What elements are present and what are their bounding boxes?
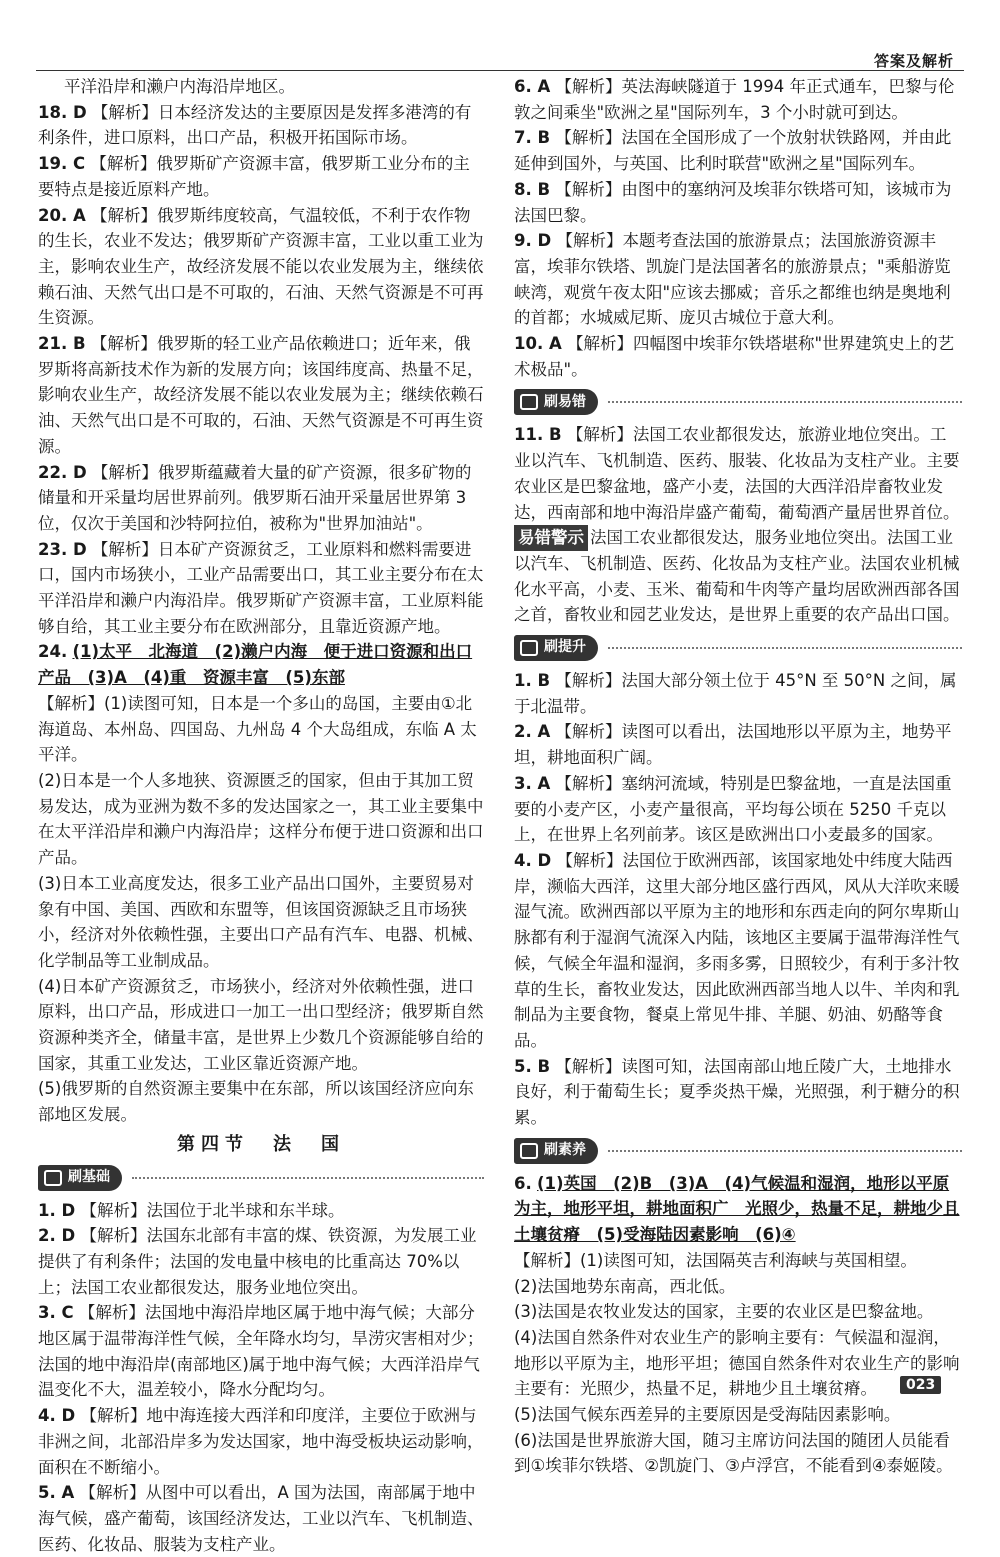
item-text: 【解析】读图可知，法国南部山地丘陵广大，土地排水良好，利于葡萄生长；夏季炎热干燥，光照强，利于糖分的积累。 xyxy=(514,1056,960,1128)
item-number: 3. A xyxy=(514,773,551,793)
answer-item-b1 xyxy=(38,1198,484,1224)
item-number: 18. D xyxy=(38,102,87,122)
item-text: 【解析】日本矿产资源贫乏，工业原料和燃料需要进口，国内市场狭小，工业产品需要出口，其工业主要分布在太平洋沿岸和濑户内海沿岸。俄罗斯矿产资源丰富，工业原料能够自给，其工业主要分布在欧洲部分，且靠近资源产地。 xyxy=(38,539,484,636)
item-text: 【解析】法国在全国形成了一个放射状铁路网，并由此延伸到国外，与英国、比利时联营"欧洲之星"国际列车。 xyxy=(514,128,952,174)
analysis-paragraph: (6)法国是世界旅游大国，随习主席访问法国的随团人员能看到①埃菲尔铁塔、②凯旋门、③卢浮宫，不能看到④泰姬陵。 xyxy=(514,1430,953,1476)
item-number: 21. B xyxy=(38,334,86,354)
item-number: 7. B xyxy=(514,128,551,148)
item-number: 2. D xyxy=(38,1226,76,1246)
answer-item-9 xyxy=(514,228,962,331)
dotted-divider xyxy=(608,647,962,649)
item-answer: (1)太平 北海道 (2)濑户内海 便于进口资源和出口产品 (3)A (4)重 资源丰富 (5)东部 xyxy=(38,642,473,688)
answer-item-8 xyxy=(514,177,962,228)
answer-item-18 xyxy=(38,100,484,151)
analysis-paragraph: 【解析】(1)读图可知，日本是一个多山的岛国，主要由①北海道岛、本州岛、四国岛、九州岛 4 个大岛组成，东临 A 太平洋。 xyxy=(38,693,477,765)
section-badge xyxy=(514,389,598,415)
warning-tag: 易错警示 xyxy=(514,525,588,551)
page-number: 023 xyxy=(900,1376,941,1394)
item-number: 23. D xyxy=(38,539,87,559)
item-number: 3. C xyxy=(38,1303,74,1323)
item-number: 1. B xyxy=(514,671,551,691)
answer-item-t2 xyxy=(514,719,962,770)
dotted-divider xyxy=(608,401,962,403)
answer-item-23 xyxy=(38,537,484,640)
item-text: 【解析】俄罗斯的轻工业产品依赖进口；近年来，俄罗斯将高新技术作为新的发展方向；该国纬度高、热量不足，影响农业生产，故经济发展不能以农业发展为主；继续依赖石油、天然气出口是不可取的，石油、天然气资源是不可再生资源。 xyxy=(38,334,484,456)
item-number: 5. B xyxy=(514,1056,551,1076)
brush-icon xyxy=(520,640,538,656)
section-badge-row xyxy=(38,1164,484,1192)
analysis-paragraph: (4)法国自然条件对农业生产的影响主要有：气候温和湿润，地形以平原为主，地形平坦；德国自然条件对农业生产的影响主要有：光照少，热量不足，耕地少且土壤贫瘠。 xyxy=(514,1327,960,1399)
answer-item-20 xyxy=(38,203,484,332)
item-number: 5. A xyxy=(38,1483,75,1503)
section-badge-row xyxy=(514,388,962,416)
warning-text: 法国工农业都很发达，服务业地位突出。法国工业以汽车、飞机制造、医药、化妆品为支柱产业。法国农业机械化水平高，小麦、玉米、葡萄和牛肉等产量均居欧洲西部各国之首，畜牧业和园艺业发达，是世界上重要的农产品出口国。 xyxy=(514,528,960,625)
item-number: 4. D xyxy=(38,1406,76,1426)
analysis-paragraph: (5)俄罗斯的自然资源主要集中在东部，所以该国经济应向东部地区发展。 xyxy=(38,1079,474,1125)
badge-label: 刷易错 xyxy=(544,393,586,410)
brush-icon xyxy=(520,394,538,410)
item-text: 【解析】法国东北部有丰富的煤、铁资源，为发展工业提供了有利条件；法国的发电量中核电的比重高达 70%以上；法国工农业都很发达，服务业地位突出。 xyxy=(38,1226,477,1297)
item-number: 6. xyxy=(514,1173,532,1193)
item-text: 【解析】四幅图中埃菲尔铁塔堪称"世界建筑史上的艺术极品"。 xyxy=(514,334,955,379)
item-text: 【解析】由图中的塞纳河及埃菲尔铁塔可知，该城市为法国巴黎。 xyxy=(514,179,952,225)
right-column xyxy=(514,74,962,1479)
section-badge-row xyxy=(514,634,962,662)
item-number: 10. A xyxy=(514,334,562,354)
item-text: 【解析】日本经济发达的主要原因是发挥多港湾的有利条件，进口原料，出口产品，积极开拓国际市场。 xyxy=(38,102,472,148)
dotted-divider xyxy=(608,1150,962,1152)
analysis-paragraph: (5)法国气候东西差异的主要原因是受海陆因素影响。 xyxy=(514,1405,901,1425)
item-number: 1. D xyxy=(38,1200,76,1220)
item-text: 【解析】法国工农业都很发达，旅游业地位突出。工业以汽车、飞机制造、医药、服装、化妆品为支柱产业。主要农业区是巴黎盆地，盛产小麦，法国的大西洋沿岸畜牧业发达，西南部和地中海沿岸盛产葡萄，葡萄酒产量居世界首位。 xyxy=(514,425,960,522)
item-answer: (1)英国 (2)B (3)A (4)气候温和湿润，地形以平原为主，地形平坦，耕地面积广 光照少，热量不足，耕地少且土壤贫瘠 (5)受海陆因素影响 (6)④ xyxy=(514,1173,960,1245)
answer-item-21 xyxy=(38,331,484,460)
answer-item-24 xyxy=(38,639,484,690)
badge-label: 刷素养 xyxy=(544,1141,586,1158)
analysis-paragraph: (2)日本是一个人多地狭、资源匮乏的国家，但由于其加工贸易发达，成为亚洲为数不多的发达国家之一，其工业主要集中在太平洋沿岸和濑户内海沿岸；这样分布便于进口资源和出口产品。 xyxy=(38,770,484,868)
answer-item-b2 xyxy=(38,1223,484,1300)
item-text: 【解析】法国位于北半球和东半球。 xyxy=(80,1200,345,1220)
answer-item-11 xyxy=(514,422,962,525)
answer-item-t3 xyxy=(514,771,962,848)
item-text: 【解析】塞纳河流域，特别是巴黎盆地，一直是法国重要的小麦产区，小麦产量很高，平均每公顷在 5250 千克以上，在世界上名列前茅。该区是欧洲出口小麦最多的国家。 xyxy=(514,773,952,845)
answer-item-b4 xyxy=(38,1403,484,1480)
item-number: 4. D xyxy=(514,850,552,870)
section-title: 第四节 法 国 xyxy=(177,1133,345,1155)
answer-item-19 xyxy=(38,151,484,202)
section-badge-row xyxy=(514,1137,962,1165)
header-divider xyxy=(36,70,964,71)
dotted-divider xyxy=(132,1177,484,1179)
answer-item-t1 xyxy=(514,668,962,719)
analysis-paragraph: (2)法国地势东南高，西北低。 xyxy=(514,1276,736,1296)
brush-icon xyxy=(520,1143,538,1159)
header-title: 答案及解析 xyxy=(873,52,954,70)
item-number: 6. A xyxy=(514,77,551,96)
analysis-paragraph: (3)法国是农牧业发达的国家，主要的农业区是巴黎盆地。 xyxy=(514,1302,934,1322)
answer-item-t4 xyxy=(514,848,962,1054)
item-number: 24. xyxy=(38,642,68,662)
section-badge xyxy=(514,635,598,661)
brush-icon xyxy=(44,1170,62,1186)
analysis-paragraph: 【解析】(1)读图可知，法国隔英吉利海峡与英国相望。 xyxy=(514,1250,917,1270)
item-text: 【解析】地中海连接大西洋和印度洋，主要位于欧洲与非洲之间，北部沿岸多为发达国家，地中海受板块运动影响，面积在不断缩小。 xyxy=(38,1406,484,1477)
item-number: 20. A xyxy=(38,205,86,225)
item-text: 【解析】法国大部分领土位于 45°N 至 50°N 之间，属于北温带。 xyxy=(514,671,957,716)
answer-item-7 xyxy=(514,125,962,176)
badge-label: 刷提升 xyxy=(544,639,586,656)
analysis-paragraph: (3)日本工业高度发达，很多工业产品出口国外，主要贸易对象有中国、美国、西欧和东盟等，但该国资源缺乏且市场狭小，经济对外依赖性强，主要出口产品有汽车、电器、机械、化学制品等工业制成品。 xyxy=(38,873,484,970)
answer-item-b5 xyxy=(38,1480,484,1557)
item-text: 【解析】俄罗斯蕴藏着大量的矿产资源，很多矿物的储量和开采量均居世界前列。俄罗斯石油开采量居世界第 3 位，仅次于美国和沙特阿拉伯，被称为"世界加油站"。 xyxy=(38,462,472,533)
continued-text: 平洋沿岸和濑户内海沿岸地区。 xyxy=(64,77,295,96)
item-text: 【解析】读图可以看出，法国地形以平原为主，地势平坦，耕地面积广阔。 xyxy=(514,722,952,768)
answer-item-6 xyxy=(514,74,962,125)
answer-item-22 xyxy=(38,460,484,537)
item-text: 【解析】俄罗斯矿产资源丰富，俄罗斯工业分布的主要特点是接近原料产地。 xyxy=(38,154,470,199)
item-text: 【解析】英法海峡隧道于 1994 年正式通车，巴黎与伦敦之间乘坐"欧洲之星"国际列车，3 个小时就可到达。 xyxy=(514,77,955,122)
item-number: 8. B xyxy=(514,179,551,199)
badge-label: 刷基础 xyxy=(68,1168,110,1185)
answer-item-t5 xyxy=(514,1054,962,1131)
item-number: 11. B xyxy=(514,425,562,445)
analysis-paragraph: (4)日本矿产资源贫乏，市场狭小，经济对外依赖性强，进口原料，出口产品，形成进口一加工一出口型经济；俄罗斯自然资源种类齐全，储量丰富，是世界上少数几个资源能够自给的国家，其重工业发达，工业区靠近资源产地。 xyxy=(38,976,484,1073)
answer-item-10 xyxy=(514,331,962,382)
item-text: 【解析】俄罗斯纬度较高，气温较低，不利于农作物的生长，农业不发达；俄罗斯矿产资源丰富，工业以重工业为主，影响农业生产，故经济发展不能以农业发展为主，继续依赖石油、天然气出口是不可取的，石油、天然气资源是不可再生资源。 xyxy=(38,205,484,328)
item-text: 【解析】法国地中海沿岸地区属于地中海气候；大部分地区属于温带海洋性气候，全年降水均匀，旱涝灾害相对少；法国的地中海沿岸(南部地区)属于地中海气候；大西洋沿岸气温变化不大，温差较小，降水分配均匀。 xyxy=(38,1303,484,1400)
item-text: 【解析】法国位于欧洲西部，该国家地处中纬度大陆西岸，濒临大西洋，这里大部分地区盛行西风，风从大洋吹来暖湿气流。欧洲西部以平原为主的地形和东西走向的阿尔卑斯山脉都有利于湿润气流深入内陆，该地区主要属于温带海洋性气候，气候全年温和湿润，多雨多雾，日照较少，有利于多汁牧草的生长，畜牧业发达，因此欧洲西部当地人以牛、羊肉和乳制品为主要食物，餐桌上常见牛排、羊腿、奶油、奶酪等食品。 xyxy=(514,850,960,1050)
item-number: 2. A xyxy=(514,722,551,742)
item-text: 【解析】本题考查法国的旅游景点；法国旅游资源丰富，埃菲尔铁塔、凯旋门是法国著名的旅游景点；"乘船游览峡湾，观赏午夜太阳"应该去挪威；音乐之都维也纳是奥地利的首都；水城威尼斯、庞贝古城位于意大利。 xyxy=(514,231,951,328)
item-text: 【解析】从图中可以看出，A 国为法国，南部属于地中海气候，盛产葡萄，该国经济发达，工业以汽车、飞机制造、医药、化妆品、服装为支柱产业。 xyxy=(38,1483,484,1554)
item-number: 22. D xyxy=(38,462,87,482)
section-badge xyxy=(38,1165,122,1191)
left-column xyxy=(38,74,484,1557)
item-number: 19. C xyxy=(38,154,86,174)
item-number: 9. D xyxy=(514,231,552,251)
section-badge xyxy=(514,1138,598,1164)
warning-paragraph xyxy=(514,525,962,628)
answer-item-s6 xyxy=(514,1171,962,1248)
answer-item-b3 xyxy=(38,1300,484,1403)
